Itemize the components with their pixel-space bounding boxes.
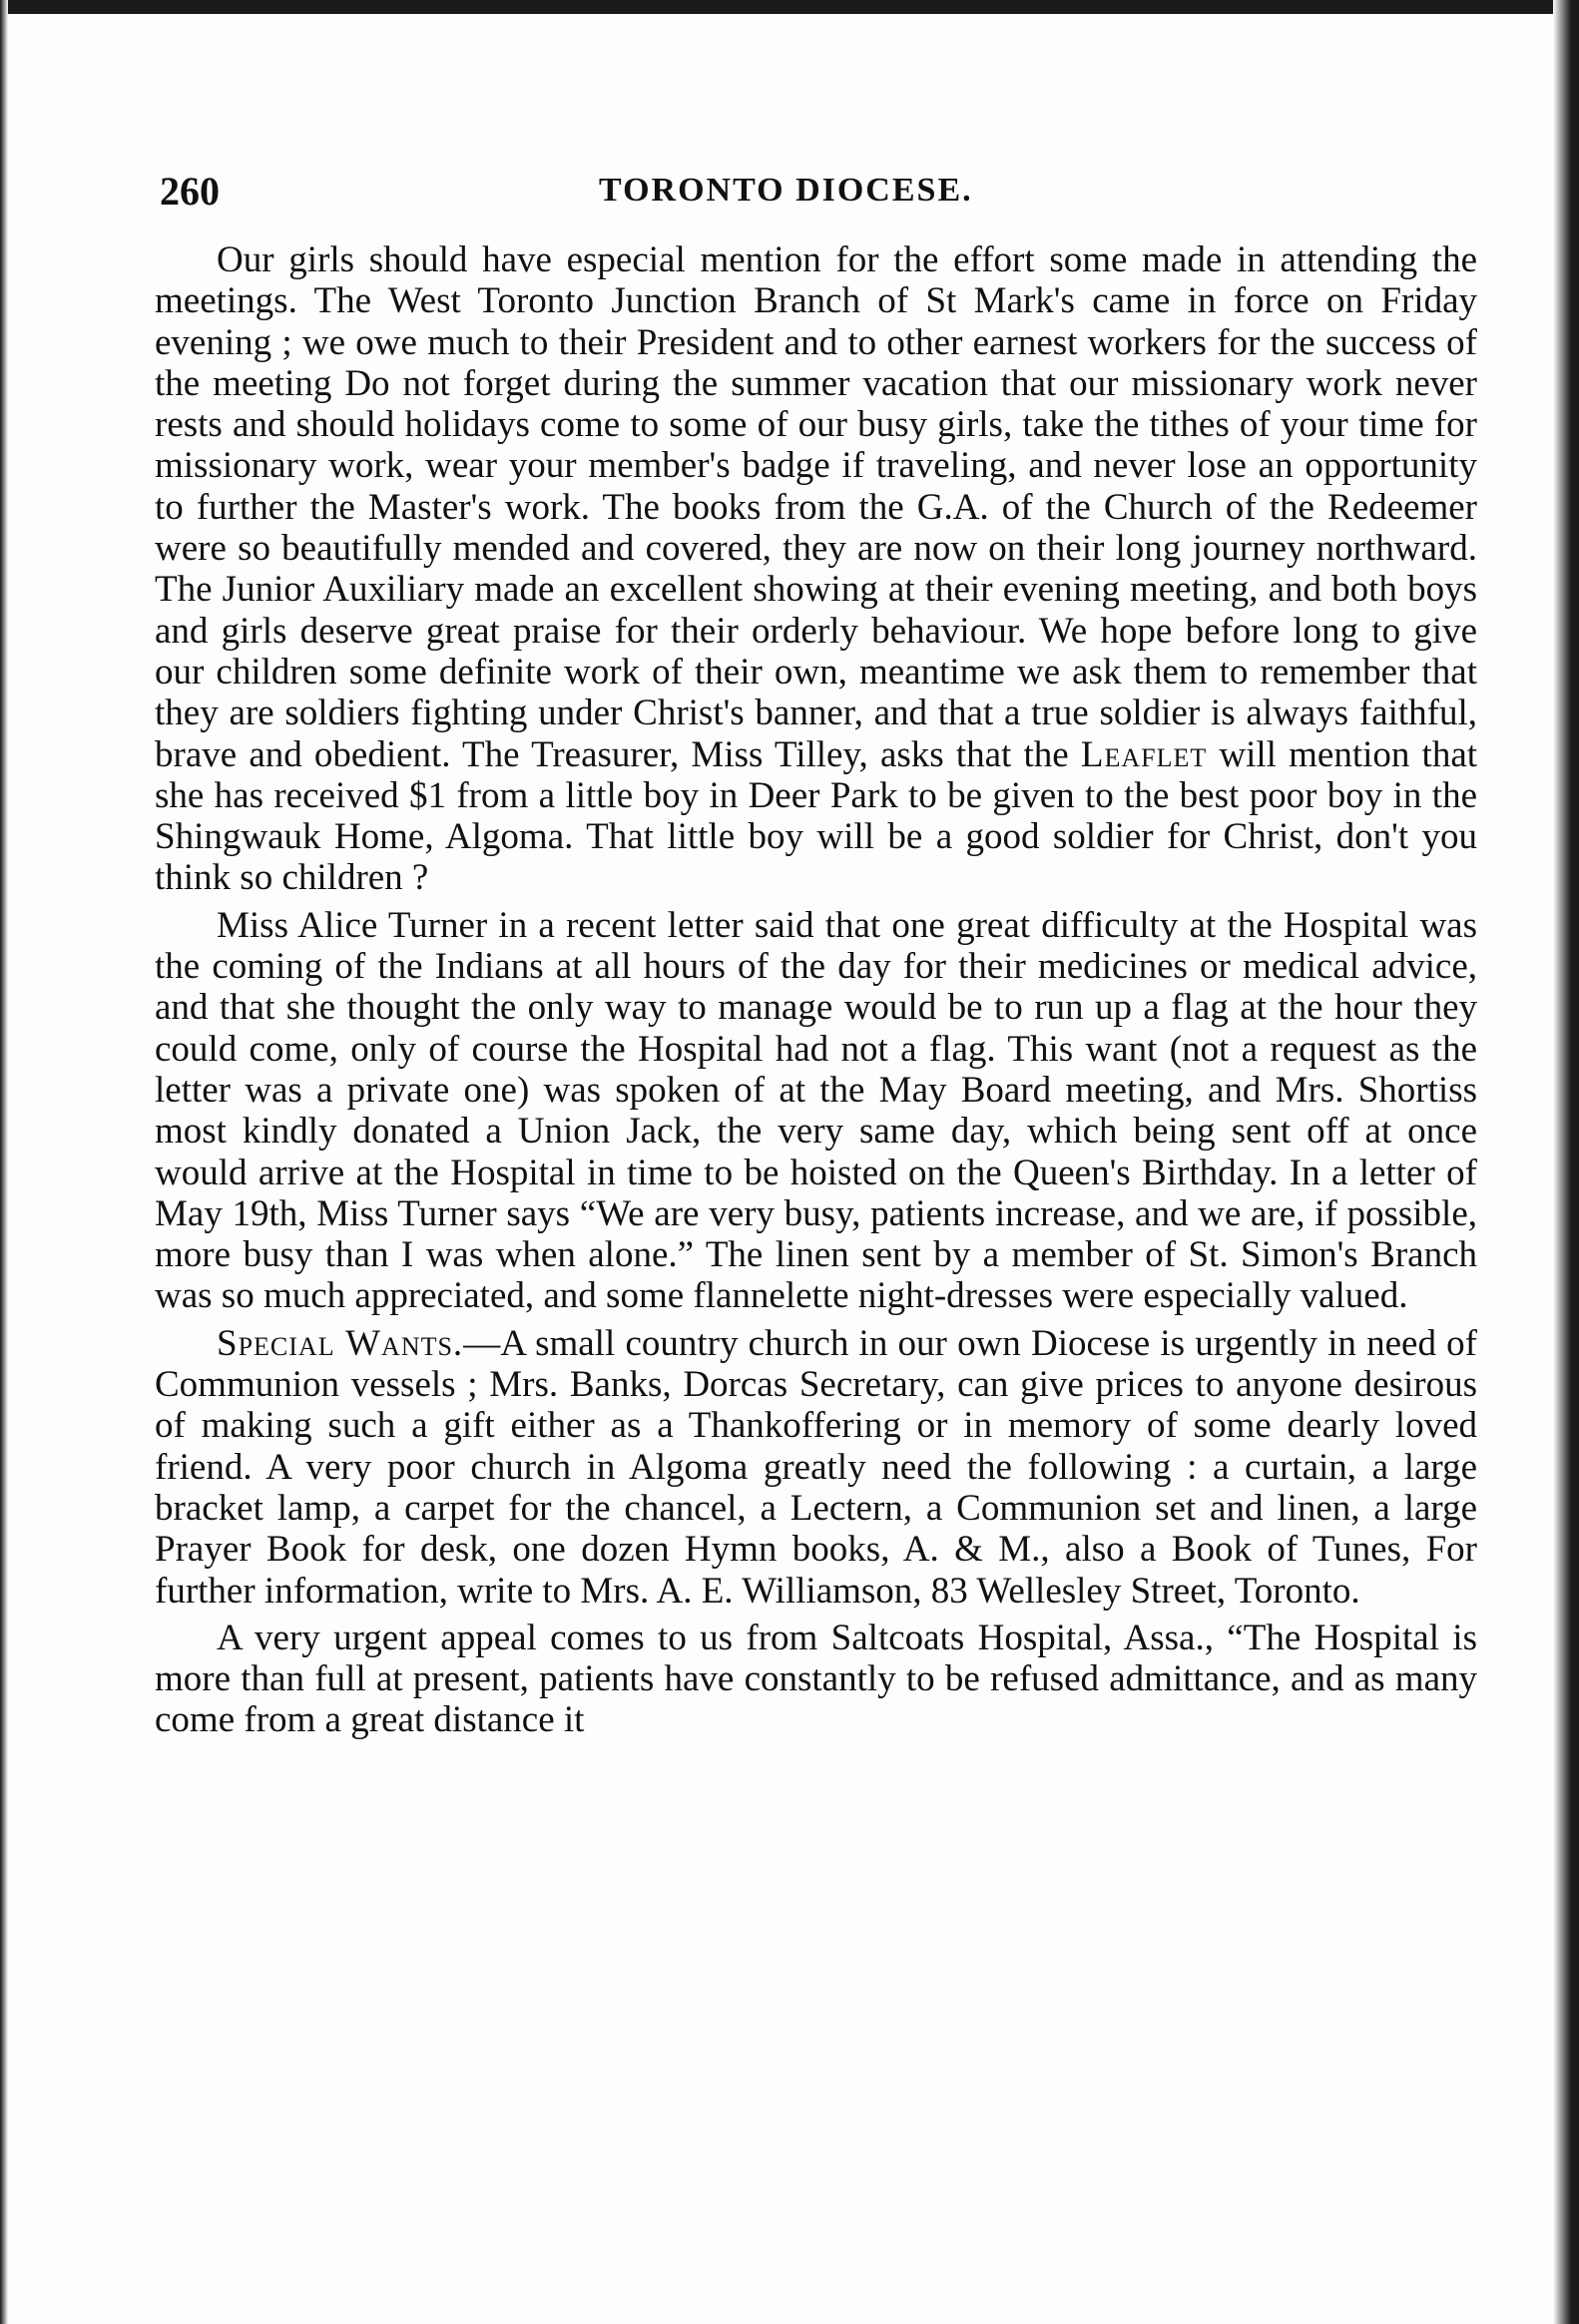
paragraph-text: Miss Alice Turner in a recent letter said that one great difficulty at the Hospital was the coming of the Indians at all hours of the day for their medicines or medical advice, and that she thought the only way to manage would be to run up a flag at the hour they could come, only of course the Hospital had not a flag. This want (not a request as the letter was a private one) was spoken of at the May Board meeting, and Mrs. Shortiss most kindly donated a Union Jack, the very same day, which being sent off at once would arrive at the Hospital in time to be hoisted on the Queen's Birthday. In a letter of May 19th, Miss Turner says “We are very busy, patients increase, and we are, if possible, more busy than I was when alone.” The linen sent by a member of St. Simon's Branch was so much appreciated, and some flannelette night-dresses were especially valued. [155,904,1477,1317]
scan-border-top [0,0,1579,14]
paragraph-text-end: will mention that she has received $1 from a little boy in Deer Park to be given to the best poor boy in the Shingwauk Home, Algoma. That little boy will be a good soldier for Christ, don't you think so children ? [155,733,1478,899]
paragraph-girls-auxiliary [155,239,1477,899]
paragraph-text: —A small country church in our own Diocese is urgently in need of Communion vessels ; Mrs. Banks, Dorcas Secretary, can give prices to anyone desirous of making such a gift either as a Thankoffering or in memory of some dearly loved friend. A very poor church in Algoma greatly need the following : a curtain, a large bracket lamp, a carpet for the chancel, a Lectern, a Communion set and linen, a large Prayer Book for desk, one dozen Hymn books, A. & M., also a Book of Tunes, For further information, write to Mrs. A. E. Williamson, 83 Wellesley Street, Toronto. [155,1322,1477,1612]
leaflet-name: Leaflet [1080,733,1208,775]
paragraph-text: A very urgent appeal comes to us from Saltcoats Hospital, Assa., “The Hospital is more than full at present, patients have constantly to be refused admittance, and as many come from a great distance it [155,1617,1477,1741]
paragraph-saltcoats-appeal [155,1618,1477,1741]
paragraph-special-wants [155,1323,1477,1612]
paragraph-text: Our girls should have especial mention for the effort some made in attending the meetings. The West Toronto Junction Branch of St Mark's came in force on Friday evening ; we owe much to their President and to other earnest workers for the success of the meeting Do not forget during the summer vacation that our missionary work never rests and should holidays come to some of our busy girls, take the tithes of your time for missionary work, wear your member's badge if traveling, and never lose an opportunity to further the Master's work. The books from the G.A. of the Church of the Redeemer were so beautifully mended and covered, they are now on their long journey northward. The Junior Auxiliary made an excellent showing at their evening meeting, and both boys and girls deserve great praise for their orderly behaviour. We hope before long to give our children some definite work of their own, meantime we ask them to remember that they are soldiers fighting under Christ's banner, and that a true soldier is always faithful, brave and obedient. The Treasurer, Miss Tilley, asks that the [155,239,1477,775]
scan-border-right [1553,0,1579,2324]
scan-border-left [0,0,8,2324]
body-text [155,239,1477,1741]
paragraph-alice-turner [155,905,1477,1317]
page-number: 260 [160,169,220,214]
running-head [160,168,1477,216]
running-title: TORONTO DIOCESE. [599,172,973,209]
special-wants-heading: Special Wants. [217,1322,464,1364]
